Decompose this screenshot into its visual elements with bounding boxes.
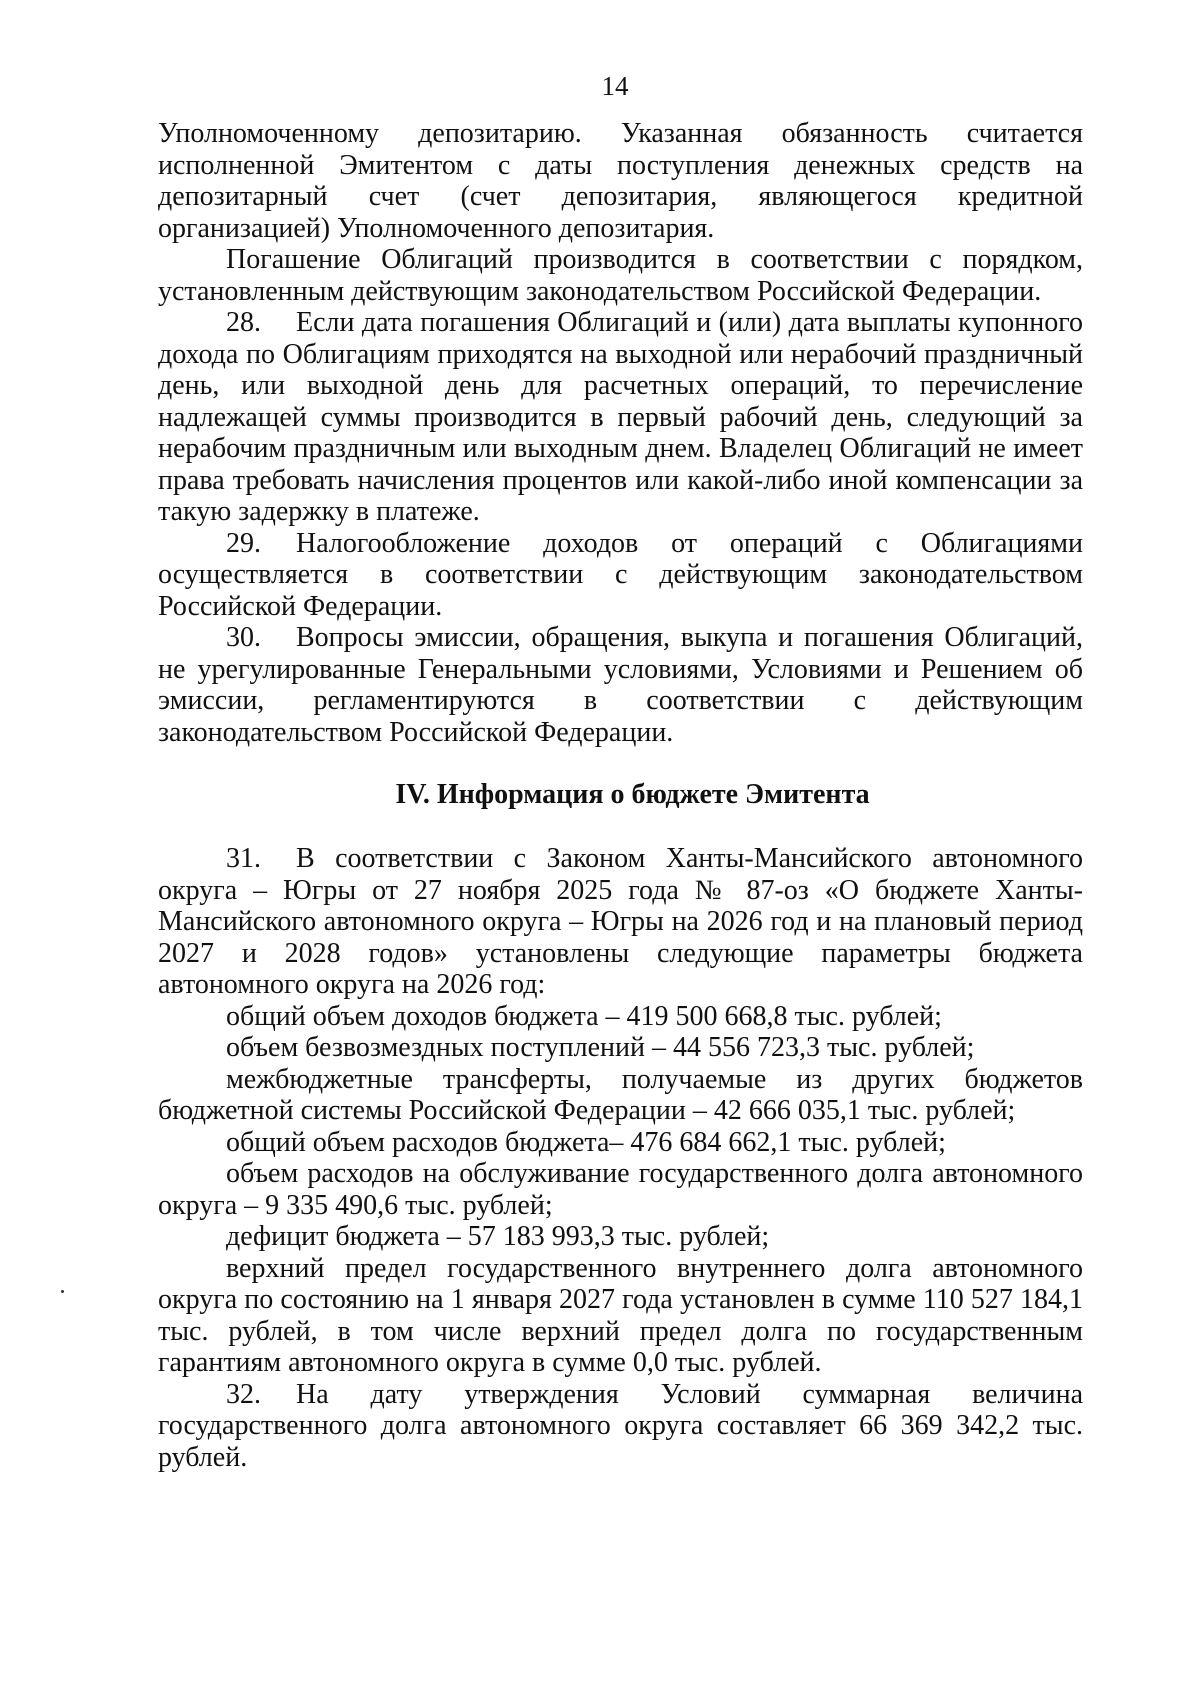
paragraph-text: верхний предел государственного внутреннего долга автономного округа по состоянию на 1 января 2027 года установлен в сумме 110 527 184,1 тыс. рублей, в том числе верхний предел долга по государственным гарантиям автономного округа в сумме 0,0 тыс. рублей. [158,1252,1083,1378]
paragraph-number: 31. [226,843,261,874]
paragraph [158,118,1083,244]
page-number: 14 [601,71,629,101]
document-body [158,118,1083,1473]
paragraph-text: объем безвозмездных поступлений – 44 556 723,3 тыс. рублей; [226,1032,975,1063]
paragraph [158,1001,1083,1033]
paragraph-text: Уполномоченному депозитарию. Указанная обязанность считается исполненной Эмитентом с даты поступления денежных средств на депозитарный счет (счет депозитария, являющегося кредитной организацией) Уполномоченного депозитария. [158,118,1083,244]
numbered-paragraph [158,528,1083,623]
paragraph-text: Вопросы эмиссии, обращения, выкупа и погашения Облигаций, не урегулированные Генеральными условиями, Условиями и Решением об эмиссии, регламентируются в соответствии с действующим законодательством Российской Федерации. [158,622,1083,748]
paragraph-text: дефицит бюджета – 57 183 993,3 тыс. рублей; [226,1221,770,1252]
paragraph-number: 32. [226,1378,261,1410]
numbered-paragraph [158,622,1083,748]
paragraph-number: 28. [226,307,261,338]
paragraph [158,244,1083,307]
numbered-paragraph [158,1379,1083,1474]
paragraphs-before-heading [158,118,1083,748]
paragraph-text: Погашение Облигаций производится в соответствии с порядком, установленным действующим законодательством Российской Федерации. [158,244,1083,307]
paragraph-text: В соответствии с Законом Ханты-Мансийского автономного округа – Югры от 27 ноября 2025 года № 87-оз «О бюджете Ханты-Мансийского автономного округа – Югры на 2026 год и на плановый период 2027 и 2028 годов» установлены следующие параметры бюджета автономного округа на 2026 год: [158,843,1083,1000]
paragraph-text: На дату утверждения Условий суммарная величина государственного долга автономного округа составляет 66 369 342,2 тыс. рублей. [158,1378,1083,1473]
scan-speck [61,1290,64,1293]
paragraph-text: Налогообложение доходов от операций с Облигациями осуществляется в соответствии с действующим законодательством Российской Федерации. [158,527,1083,622]
paragraphs-after-heading [158,843,1083,1473]
numbered-paragraph [158,843,1083,1001]
paragraph [158,1253,1083,1379]
numbered-paragraph [158,307,1083,528]
section-heading: IV. Информация о бюджете Эмитента [395,779,870,810]
paragraph-number: 30. [226,622,261,653]
paragraph [158,1158,1083,1221]
paragraph-text: межбюджетные трансферты, получаемые из других бюджетов бюджетной системы Российской Федерации – 42 666 035,1 тыс. рублей; [158,1063,1083,1126]
paragraph-text: общий объем расходов бюджета– 476 684 662,1 тыс. рублей; [226,1126,946,1158]
paragraph [158,1221,1083,1253]
paragraph-number: 29. [226,527,261,559]
paragraph-text: общий объем доходов бюджета – 419 500 668,8 тыс. рублей; [226,1000,942,1032]
paragraph [158,1064,1083,1127]
paragraph-text: Если дата погашения Облигаций и (или) дата выплаты купонного дохода по Облигациям приходятся на выходной или нерабочий праздничный день, или выходной день для расчетных операций, то перечисление надлежащей суммы производится в первый рабочий день, следующий за нерабочим праздничным или выходным днем. Владелец Облигаций не имеет права требовать начисления процентов или какой-либо иной компенсации за такую задержку в платеже. [158,307,1083,527]
paragraph [158,1127,1083,1159]
paragraph-text: объем расходов на обслуживание государственного долга автономного округа – 9 335 490,6 тыс. рублей; [158,1158,1083,1221]
paragraph [158,1032,1083,1064]
